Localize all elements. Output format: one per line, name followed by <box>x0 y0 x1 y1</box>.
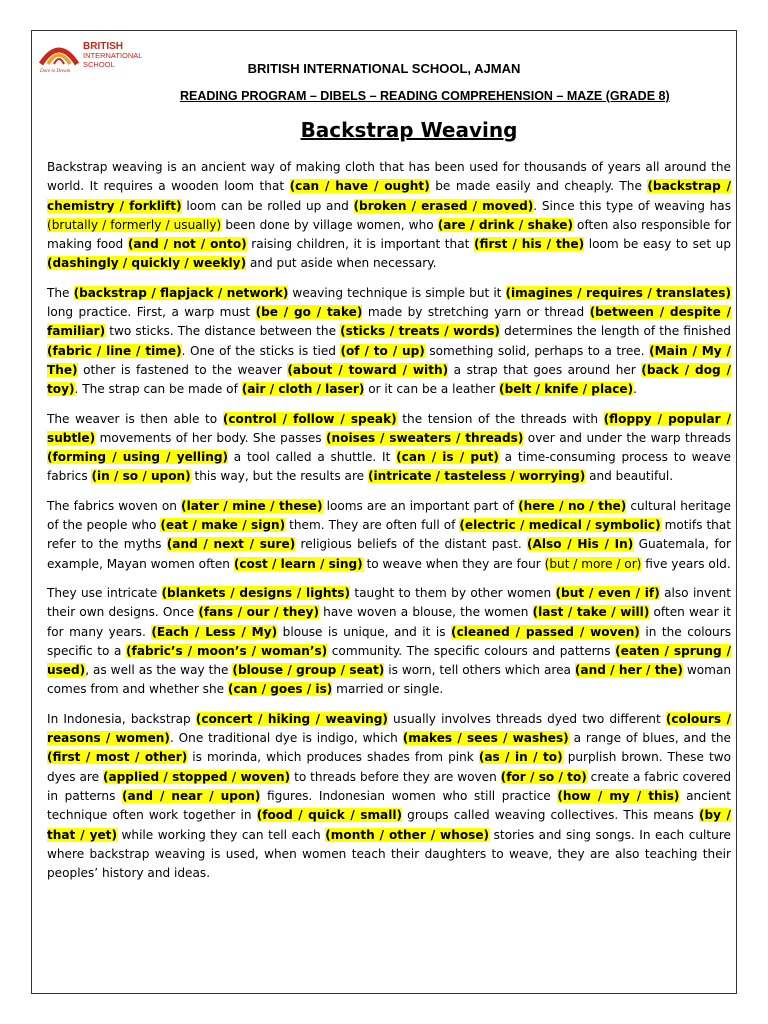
maze-choice: (first / most / other) <box>47 750 188 765</box>
passage-text: woman comes from and whether she <box>47 663 732 697</box>
maze-choice: (Also / His / In) <box>527 537 634 552</box>
maze-choice: (about / toward / with) <box>287 362 449 377</box>
maze-choice: (noises / sweaters / threads) <box>326 430 524 445</box>
paragraph <box>47 284 731 400</box>
passage-text: been done by village women, who <box>221 217 438 232</box>
maze-choice: (fans / our / they) <box>198 605 319 620</box>
maze-choice: (eaten / sprung / used) <box>47 643 731 678</box>
maze-choice: (but / even / if) <box>555 585 660 600</box>
maze-choice: (and / next / sure) <box>166 537 296 552</box>
passage-text: over and under the warp threads <box>523 430 731 445</box>
passage-text: . <box>633 382 638 397</box>
passage-text: movements of her body. She passes <box>95 430 327 445</box>
paragraph <box>47 710 731 884</box>
passage-text: five years old. <box>641 556 731 571</box>
passage-text: this way, but the results are <box>190 469 368 484</box>
passage-text: They use intricate <box>47 585 162 600</box>
maze-choice: (air / cloth / laser) <box>241 382 365 397</box>
maze-choice: (but / more / or) <box>544 556 642 571</box>
passage-text: looms are an important part of <box>322 498 519 513</box>
passage-text: loom be easy to set up <box>584 237 732 252</box>
maze-choice: (for / so / to) <box>500 769 587 784</box>
passage-text: religious beliefs of the distant past. <box>295 537 528 552</box>
school-name: BRITISH INTERNATIONAL SCHOOL, AJMAN <box>247 61 521 76</box>
maze-choice: (sticks / treats / words) <box>340 324 500 339</box>
passage-text: usually involves threads dyed two different <box>387 711 666 726</box>
maze-choice: (fabric / line / time) <box>47 343 182 358</box>
maze-choice: (Each / Less / My) <box>151 624 278 639</box>
passage-text: . Since this type of weaving has <box>533 198 731 213</box>
passage-text: weaving technique is simple but it <box>288 285 506 300</box>
passage-text: community. The specific colours and patterns <box>327 643 616 658</box>
passage-text: often wear it for many years. <box>47 605 731 639</box>
passage-text: create a fabric covered in patterns <box>47 769 731 803</box>
maze-choice: (brutally / formerly / usually) <box>47 217 222 232</box>
logo-line-2: INTERNATIONAL <box>83 51 143 60</box>
maze-choice: (as / in / to) <box>478 750 563 765</box>
passage-text: while working they can tell each <box>116 827 326 842</box>
maze-choice: (and / her / the) <box>574 663 683 678</box>
passage-text: . The strap can be made of <box>74 382 242 397</box>
maze-choice: (backstrap / flapjack / network) <box>73 285 289 300</box>
maze-choice: (floppy / popular / subtle) <box>47 411 732 445</box>
maze-choice: (last / take / will) <box>532 605 650 620</box>
passage-text: The <box>47 285 74 300</box>
maze-choice: (can / is / put) <box>396 450 499 465</box>
passage-text: and put aside when necessary. <box>246 256 437 271</box>
passage-text: loom can be rolled up and <box>181 198 354 213</box>
maze-choice: (blankets / designs / lights) <box>161 585 351 600</box>
maze-choice: (imagines / requires / translates) <box>505 285 731 300</box>
maze-choice: (and / near / upon) <box>122 788 261 803</box>
passage-text: The fabrics woven on <box>47 498 182 513</box>
logo-line-3: SCHOOL <box>83 60 115 69</box>
passage-text: and beautiful. <box>585 469 674 484</box>
passage-text: motifs that refer to the myths <box>47 518 731 552</box>
logo-line-1: BRITISH <box>83 41 123 52</box>
paragraph <box>47 584 731 700</box>
passage-text: a time-consuming process to weave fabrics <box>47 450 731 484</box>
passage-text: . One of the sticks is tied <box>181 343 341 358</box>
maze-choice: (between / despite / familiar) <box>47 305 731 339</box>
passage-text: cultural heritage of the people who <box>47 498 731 533</box>
passage-text: made by stretching yarn or thread <box>362 305 590 320</box>
maze-choice: (be / go / take) <box>255 305 363 320</box>
logo-tagline: Dare to Dream <box>40 69 71 74</box>
passage-text: other is fastened to the weaver <box>77 362 288 377</box>
passage <box>47 158 731 893</box>
maze-choice: (of / to / up) <box>340 343 425 358</box>
maze-choice: (back / dog / toy) <box>47 362 731 397</box>
passage-text: or it can be a leather <box>364 382 500 397</box>
passage-text: purplish brown. These two dyes are <box>47 750 731 784</box>
passage-text: a tool called a shuttle. It <box>228 450 397 465</box>
maze-choice: (applied / stopped / woven) <box>102 769 291 784</box>
maze-choice: (and / not / onto) <box>127 237 247 252</box>
maze-choice: (cleaned / passed / woven) <box>451 624 640 639</box>
maze-choice: (control / follow / speak) <box>222 411 397 426</box>
maze-choice: (month / other / whose) <box>325 827 490 842</box>
passage-text: ancient technique often work together in <box>47 788 732 823</box>
paragraph <box>47 497 731 574</box>
passage-text: a strap that goes around her <box>448 362 642 377</box>
passage-text: be made easily and cheaply. The <box>429 179 648 194</box>
maze-choice: (can / have / ought) <box>289 179 430 194</box>
maze-choice: (colours / reasons / women) <box>47 711 732 746</box>
passage-text: groups called weaving collectives. This means <box>402 808 699 823</box>
passage-text: figures. Indonesian women who still practice <box>260 788 558 803</box>
passage-text: to threads before they are woven <box>290 769 501 784</box>
maze-choice: (backstrap / chemistry / forklift) <box>47 179 732 213</box>
passage-text: is morinda, which produces shades from pink <box>187 750 479 765</box>
passage-text: raising children, it is important that <box>246 237 474 252</box>
passage-text: also invent their own designs. Once <box>47 585 731 620</box>
passage-text: The weaver is then able to <box>47 411 223 426</box>
maze-choice: (later / mine / these) <box>181 498 323 513</box>
maze-choice: (how / my / this) <box>557 788 680 803</box>
paragraph <box>47 158 731 274</box>
passage-text: . One traditional dye is indigo, which <box>169 731 403 746</box>
maze-choice: (dashingly / quickly / weekly) <box>47 256 247 271</box>
passage-text: long practice. First, a warp must <box>47 305 256 320</box>
maze-choice: (food / quick / small) <box>256 808 403 823</box>
maze-choice: (cost / learn / sing) <box>233 556 363 571</box>
maze-choice: (in / so / upon) <box>91 469 191 484</box>
maze-choice: (first / his / the) <box>473 237 585 252</box>
passage-text: in the colours specific to a <box>47 624 731 658</box>
passage-text: stories and sing songs. In each culture where backstrap weaving is used, when women teach their daughters to weave, they are also teaching their peoples’ history and ideas. <box>47 827 731 881</box>
maze-choice: (forming / using / yelling) <box>47 450 229 465</box>
passage-text: have woven a blouse, the women <box>319 605 533 620</box>
passage-text: determines the length of the finished <box>499 324 731 339</box>
maze-choice: (eat / make / sign) <box>160 518 286 533</box>
maze-choice: (are / drink / shake) <box>437 217 573 232</box>
maze-choice: (here / no / the) <box>518 498 627 513</box>
passage-text: , as well as the way the <box>85 663 233 678</box>
passage-text: the tension of the threads with <box>396 411 604 426</box>
paragraph <box>47 410 731 487</box>
maze-choice: (belt / knife / place) <box>499 382 634 397</box>
maze-choice: (broken / erased / moved) <box>353 198 534 213</box>
maze-choice: (makes / sees / washes) <box>402 731 569 746</box>
passage-text: often also responsible for making food <box>47 217 731 252</box>
maze-choice: (Main / My / The) <box>47 343 731 377</box>
maze-choice: (by / that / yet) <box>47 808 731 842</box>
document-title: Backstrap Weaving <box>300 118 518 142</box>
passage-text: married or single. <box>332 682 444 697</box>
maze-choice: (fabric’s / moon’s / woman’s) <box>126 643 328 658</box>
maze-choice: (electric / medical / symbolic) <box>459 518 661 533</box>
maze-choice: (concert / hiking / weaving) <box>195 711 388 726</box>
maze-choice: (blouse / group / seat) <box>232 663 385 678</box>
passage-text: Backstrap weaving is an ancient way of making cloth that has been used for thousands of years all around the world. It requires a wooden loom that <box>47 160 731 194</box>
passage-text: is worn, tell others which area <box>384 663 575 678</box>
program-title: READING PROGRAM – DIBELS – READING COMPREHENSION – MAZE (GRADE 8) <box>180 89 670 103</box>
maze-choice: (intricate / tasteless / worrying) <box>367 469 586 484</box>
passage-text: two sticks. The distance between the <box>105 324 341 339</box>
passage-text: taught to them by other women <box>350 585 556 600</box>
passage-text: a range of blues, and the <box>568 731 732 746</box>
passage-text: In Indonesia, backstrap <box>47 711 196 726</box>
passage-text: blouse is unique, and it is <box>277 624 452 639</box>
passage-text: Guatemala, for example, Mayan women often <box>47 537 732 571</box>
passage-text: them. They are often full of <box>285 518 460 533</box>
passage-text: to weave when they are four <box>362 556 545 571</box>
maze-choice: (can / goes / is) <box>227 682 333 697</box>
passage-text: something solid, perhaps to a tree. <box>424 343 650 358</box>
